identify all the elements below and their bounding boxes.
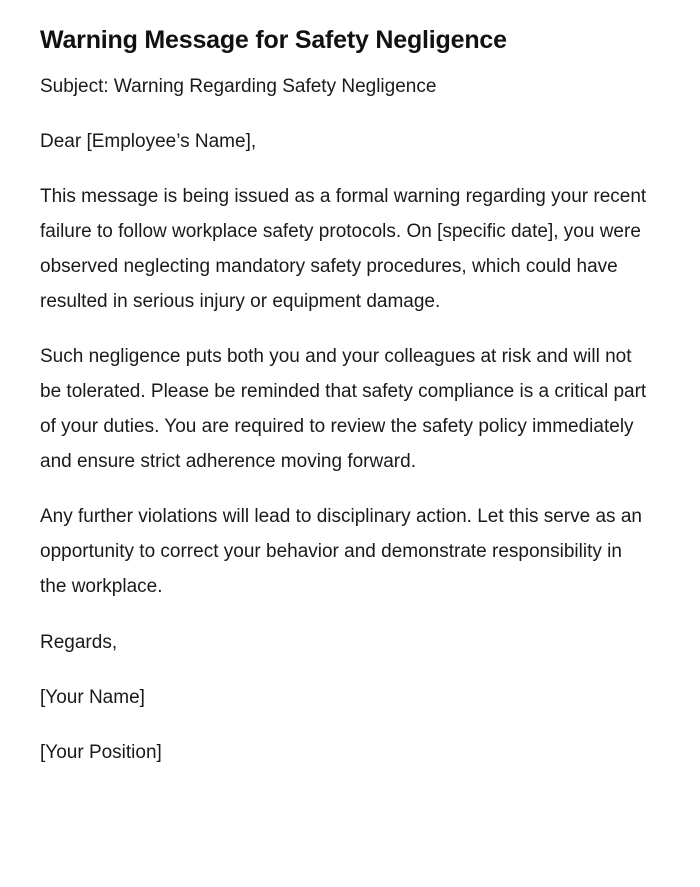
- body-paragraph-3: Any further violations will lead to disciplinary action. Let this serve as an opportunity to correct your behavior and demonstrate responsibility in the workplace.: [40, 506, 642, 597]
- document-title: Warning Message for Safety Negligence: [40, 26, 507, 54]
- letter-document: [40, 20, 650, 770]
- signature-position: [Your Position]: [40, 742, 162, 763]
- greeting: Dear [Employee’s Name],: [40, 131, 257, 152]
- body-paragraph-2: Such negligence puts both you and your colleagues at risk and will not be tolerated. Please be reminded that safety compliance is a critical part of your duties. You are required to review the safety policy immediately and ensure strict adherence moving forward.: [40, 346, 647, 472]
- body-paragraph-1: This message is being issued as a formal warning regarding your recent failure to follow workplace safety protocols. On [specific date], you were observed neglecting mandatory safety procedures, which could have resulted in serious injury or equipment damage.: [40, 186, 647, 312]
- subject-line: Subject: Warning Regarding Safety Negligence: [40, 76, 437, 97]
- closing: Regards,: [40, 632, 118, 653]
- signature-name: [Your Name]: [40, 687, 145, 708]
